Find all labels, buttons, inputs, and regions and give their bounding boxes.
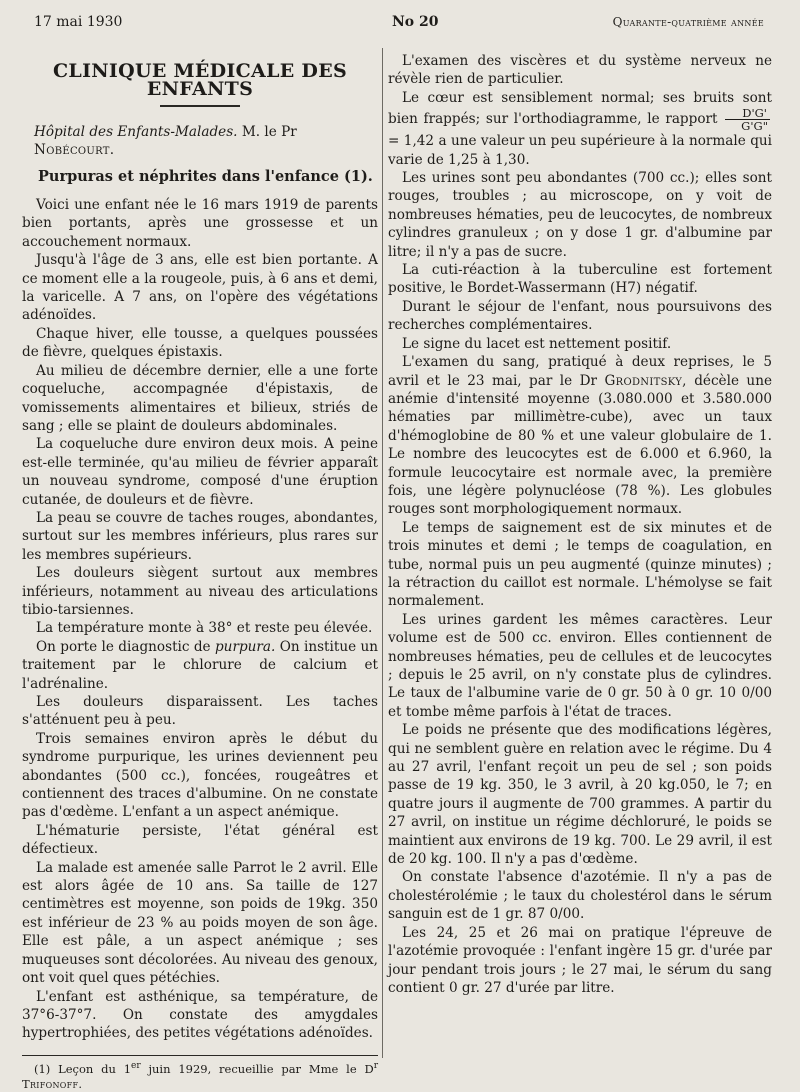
footnote: [22, 1062, 378, 1092]
fraction-numerator: D'G': [725, 107, 770, 120]
text-run: On porte le diagnostic de: [36, 638, 215, 655]
footnote-text: (1) Leçon du 1: [34, 1061, 132, 1076]
paragraph: La cuti-réaction à la tuberculine est fortement positive, le Bordet-Wassermann (H7) négatif.: [388, 262, 772, 297]
paragraph: La température monte à 38° et reste peu élevée.: [36, 620, 373, 637]
paragraph: Le temps de saignement est de six minutes et de trois minutes et demi ; le temps de coagulation, en tube, normal puis un peu augmenté (quinze minutes) ; la rétraction du caillot est normale. L'hémolyse se fait normalement.: [388, 519, 772, 610]
column-divider: [382, 48, 383, 1058]
paragraph: La malade est amenée salle Parrot le 2 avril. Elle est alors âgée de 10 ans. Sa taille de 127 centimètres est moyenne, son poids de 19kg. 350 est inférieur de 23 % au poids moyen de son âge. Elle est pâle, a un aspect anémique ; ses muqueuses sont décolorées. Au niveau des genoux, ont voit quel ques pétéchies.: [22, 859, 378, 987]
paragraph: La coqueluche dure environ deux mois. A peine est-elle terminée, qu'au milieu de février apparaît un nouveau syndrome, composé d'une éruption cutanée, de douleurs et de fièvre.: [22, 436, 378, 508]
footnote-rule: [22, 1055, 378, 1056]
paragraph: L'enfant est asthénique, sa température, de 37°6-37°7. On constate des amygdales hypertrophiées, des petites végétations adénoïdes.: [22, 988, 378, 1042]
footnote-sup: er: [131, 1060, 141, 1071]
paragraph: Chaque hiver, elle tousse, a quelques poussées de fièvre, quelques épistaxis.: [22, 325, 378, 361]
paragraph: L'examen des viscères et du système nerveux ne révèle rien de particulier.: [388, 53, 772, 88]
paragraph: On constate l'absence d'azotémie. Il n'y a pas de cholestérolémie ; le taux du cholestérol dans le sérum sanguin est de 1 gr. 87 0/00.: [388, 869, 772, 923]
paragraph: Les douleurs disparaissent. Les taches s'atténuent peu à peu.: [22, 694, 378, 729]
paragraph: Jusqu'à l'âge de 3 ans, elle est bien portante. A ce moment elle a la rougeole, puis, à 6 ans et demi, la varicelle. A 7 ans, on l'opère des végétations adénoïdes.: [22, 252, 378, 324]
paragraph-purpura: [22, 638, 378, 693]
left-column: [22, 52, 378, 1092]
paragraph: Trois semaines environ après le début du syndrome purpurique, les urines deviennent peu abondantes (500 cc.), foncées, rougeâtres et contiennent des traces d'albumine. On ne constate pas d'œdème. L'enfant a un aspect anémique.: [22, 730, 378, 821]
purpura-term: purpura.: [214, 638, 276, 655]
paragraph: Les urines gardent les mêmes caractères. Leur volume est de 500 cc. environ. Elles contiennent de nombreuses hématies, peu de cellules et de leucocytes ; depuis le 25 avril, on n'y constate plus de cylindres. Le taux de l'albumine varie de 0 gr. 50 à 0 gr. 10 0/00 et tombe même parfois à l'état de traces.: [388, 611, 772, 720]
section-title: CLINIQUE MÉDICALE DES ENFANTS: [52, 60, 348, 101]
text-run: = 1,42 a une valeur un peu supérieure à la normale qui varie de 1,25 à 1,30.: [388, 133, 772, 168]
author-name: Nobécourt.: [34, 142, 115, 159]
article-subtitle: Purpuras et néphrites dans l'enfance (1).: [38, 167, 373, 185]
paragraph-blood: [388, 353, 772, 519]
footnote-name: Trifonoff.: [22, 1076, 83, 1091]
paragraph-heart: [388, 89, 772, 169]
paragraph: La peau se couvre de taches rouges, abondantes, surtout sur les membres inférieurs, plus rares sur les membres supérieurs.: [22, 509, 378, 563]
paragraph: Les 24, 25 et 26 mai on pratique l'épreuve de l'azotémie provoquée : l'enfant ingère 15 gr. d'urée par jour pendant trois jours ; le 27 mai, le sérum du sang contient 0 gr. 27 d'urée par litre.: [388, 924, 772, 996]
text-run: Le cœur est sensiblement normal; ses bruits sont bien frappés; sur l'orthodiagramme, le rapport: [388, 89, 772, 128]
text-run: L'examen du sang, pratiqué à deux reprises, le 5 avril et le 23 mai, par le Dr: [388, 354, 772, 389]
paragraph: Au milieu de décembre dernier, elle a une forte coqueluche, accompagnée d'épistaxis, de vomissements alimentaires et bilieux, striés de sang ; elle se plaint de douleurs abdominales.: [22, 362, 378, 434]
footnote-text: juin 1929, recueillie par Mme le D: [140, 1061, 374, 1076]
ratio-fraction: [725, 107, 770, 132]
right-column: [388, 52, 772, 997]
doctor-name: Grodnitsky,: [604, 372, 687, 389]
header-date: 17 mai 1930: [34, 14, 123, 30]
paragraph: Les urines sont peu abondantes (700 cc.); elles sont rouges, troubles ; au microscope, on y voit de nombreuses hématies, peu de leucocytes, de nombreux cylindres granuleux ; on y dose 1 gr. d'albumine par litre; il n'y a pas de sucre.: [388, 170, 772, 260]
header-year: Quarante-quatrième année: [612, 15, 764, 29]
fraction-denominator: G'G": [741, 119, 768, 134]
text-run: On institue un traitement par le chlorure de calcium et l'adrénaline.: [22, 638, 378, 692]
text-run: décèle une anémie d'intensité moyenne (3.080.000 et 3.580.000 hématies par millimètre-cube), avec un taux d'hémoglobine de 80 % et une valeur globulaire de 1. Le nombre des leucocytes est de 6.000 et 6.960, la formule leucocytaire est normale avec, la première fois, une légère polynucléose (78 %). Les globules rouges sont morphologiquement normaux.: [388, 372, 772, 518]
article-source: [34, 123, 378, 160]
paragraph: Le signe du lacet est nettement positif.: [402, 335, 672, 352]
footnote-sup: r: [373, 1060, 378, 1071]
paragraph: L'hématurie persiste, l'état général est défectieux.: [22, 822, 378, 858]
title-rule: [160, 105, 240, 107]
author-prefix: M. le Pr: [241, 123, 297, 140]
page-header: [28, 12, 764, 34]
paragraph: Les douleurs siègent surtout aux membres inférieurs, notamment au niveau des articulations tibio-tarsiennes.: [22, 565, 378, 618]
paragraph: Voici une enfant née le 16 mars 1919 de parents bien portants, après une grossesse et un accouchement normaux.: [22, 197, 378, 250]
hospital-name: Hôpital des Enfants-Malades.: [34, 123, 238, 140]
issue-number: No 20: [392, 14, 439, 30]
paragraph: Le poids ne présente que des modifications légères, qui ne semblent guère en relation avec le régime. Du 4 au 27 avril, l'enfant reçoit un peu de sel ; son poids passe de 19 kg. 350, le 3 avril, à 20 kg.050, le 7; en quatre jours il augmente de 700 grammes. A partir du 27 avril, on institue un régime déchloruré, le poids se maintient aux environs de 19 kg. 700. Le 29 avril, il est de 20 kg. 100. Il n'y a pas d'œdème.: [388, 722, 772, 868]
paragraph: Durant le séjour de l'enfant, nous poursuivons des recherches complémentaires.: [388, 298, 772, 334]
